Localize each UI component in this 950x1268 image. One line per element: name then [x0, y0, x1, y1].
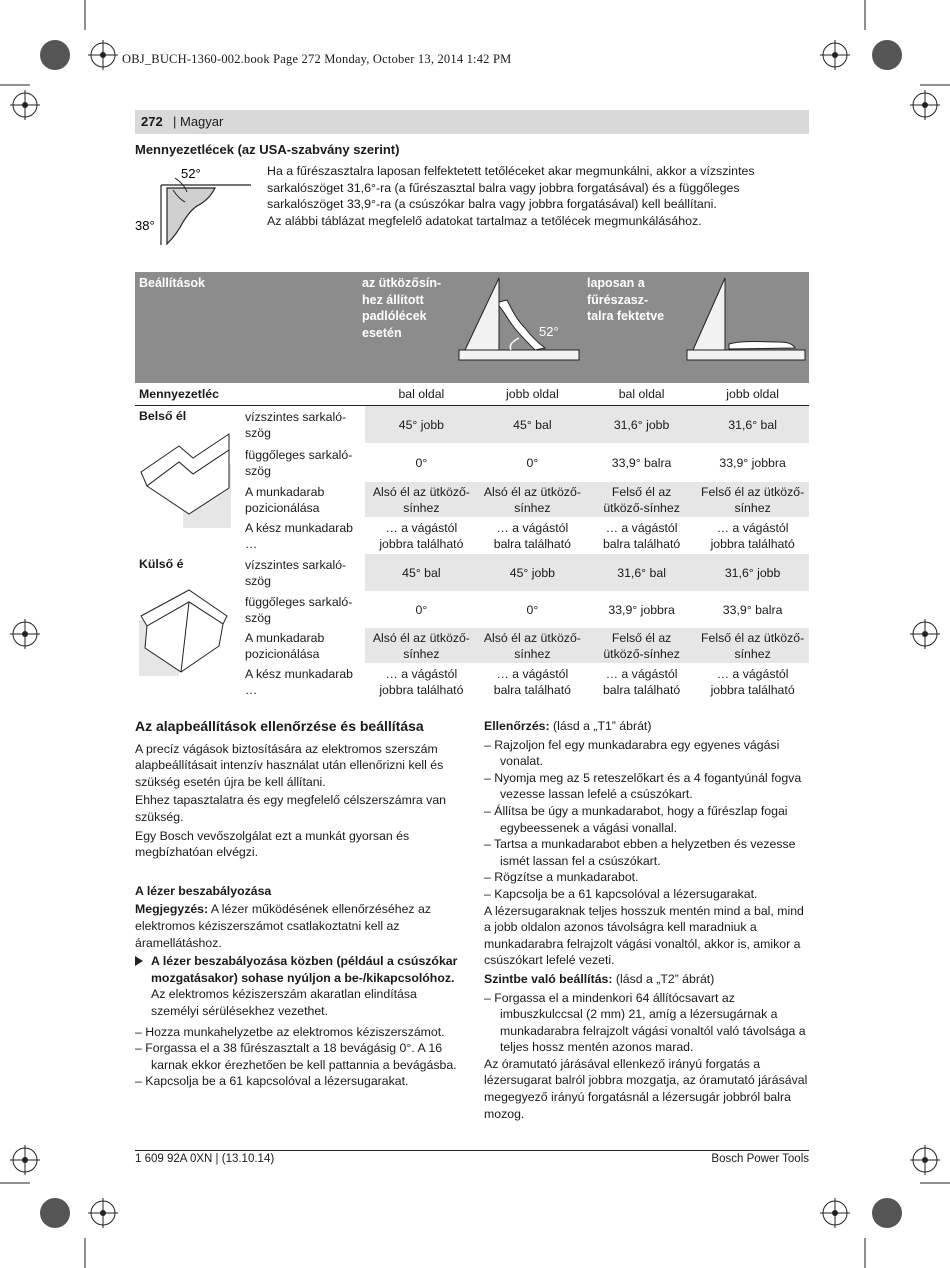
list-item: – Rögzítse a munkadarabot. — [484, 870, 639, 885]
list-item: – Forgassa el a 38 fűrészasztalt a 18 bevágásig 0°. A 16 karnak ekkor érezhetően be kell pattannia a bevágásba. — [135, 1041, 457, 1072]
right-column — [484, 718, 810, 1124]
column-group-1-header: az ütközősín- hez állított padlólécek esetén — [362, 276, 442, 340]
note-text: A lézer működésének ellenőrzéséhez az elektromos kéziszerszámot csatlakoztatni kell az áramellátáshoz. — [135, 902, 431, 950]
warning — [135, 953, 463, 1019]
warning-text: Az elektromos kéziszerszám akaratlan elindítása személyi sérülésekhez vezethet. — [151, 987, 417, 1018]
level-ref: (lásd a „T2” ábrát) — [612, 971, 715, 986]
cell: Alsó él az ütköző-sínhez — [365, 482, 478, 518]
table-row — [135, 554, 809, 592]
laser-heading: A lézer beszabályozása — [135, 883, 272, 898]
intro-text — [267, 163, 812, 229]
warning-bold: A lézer beszabályozása közben (például a csúszókar mozgatásakor) sohase nyúljon a be-/kikapcsolóhoz. — [151, 954, 458, 985]
inner-edge-group — [135, 406, 241, 554]
list-item: – Tartsa a munkadarabot ebben a helyzetben és vezesse ismét lassan fel a csúszókart. — [484, 837, 796, 868]
cell: … a vágástól jobbra található — [365, 518, 478, 554]
list-item: – Rajzoljon fel egy munkadarabra egy egyenes vágási vonalat. — [484, 737, 780, 769]
cell: 31,6° bal — [587, 554, 696, 592]
list-item: – Kapcsolja be a 61 kapcsolóval a lézersugarakat. — [135, 1074, 409, 1089]
cell: 0° — [478, 592, 587, 628]
cell: … a vágástól balra található — [587, 664, 696, 700]
cell: 45° jobb — [365, 406, 478, 444]
cell: 33,9° balra — [696, 592, 809, 628]
inner-corner-illustration — [139, 428, 231, 528]
footer-rule — [135, 1150, 809, 1151]
section-title: Mennyezetlécek (az USA-szabvány szerint) — [135, 142, 400, 157]
cell: Felső él az ütköző-sínhez — [696, 628, 809, 664]
check-heading — [484, 718, 810, 735]
row-label: A munkadarab pozicionálása — [241, 482, 365, 518]
table-header-cell: jobb oldal — [478, 383, 587, 406]
cell: 0° — [365, 444, 478, 482]
table-header-band — [135, 272, 809, 383]
cell: … a vágástól jobbra található — [365, 664, 478, 700]
cell: 33,9° jobbra — [696, 444, 809, 482]
paragraph: Ehhez tapasztalatra és egy megfelelő célszerszámra van szükség. — [135, 793, 446, 824]
page-header-bar — [135, 110, 809, 134]
cell: … a vágástól balra található — [478, 664, 587, 700]
angle-left-label: 38° — [135, 218, 155, 233]
table-header-cell: bal oldal — [587, 383, 696, 406]
cell: 33,9° balra — [587, 444, 696, 482]
cell: 0° — [478, 444, 587, 482]
angle-top-label: 52° — [181, 166, 201, 181]
list-item: – Nyomja meg az 5 reteszelőkart és a 4 fogantyúnál fogva vezesse lassan lefelé a csúszókart. — [484, 770, 802, 802]
cell: 45° bal — [478, 406, 587, 444]
group-label: Belső él — [139, 409, 187, 423]
paragraph: Egy Bosch vevőszolgálat ezt a munkát gyorsan és megbízhatóan elvégzi. — [135, 828, 410, 860]
list-item: – Állítsa be úgy a munkadarabot, hogy a fűrészlap fogai egybeessenek a vágási vonallal. — [484, 803, 788, 835]
level-heading — [484, 971, 810, 988]
cell: 33,9° jobbra — [587, 592, 696, 628]
row-label: A kész munkadarab … — [241, 664, 365, 700]
cell: 31,6° jobb — [696, 554, 809, 592]
table-row — [135, 406, 809, 444]
list-item: – Hozza munkahelyzetbe az elektromos kéziszerszámot. — [135, 1024, 445, 1039]
cell: 31,6° bal — [696, 406, 809, 444]
settings-header: Beállítások — [139, 276, 206, 290]
check-result: A lézersugaraknak teljes hosszuk mentén mind a bal, mind a jobb oldalon azonos távolságra kell maradniuk a munkadarabra felrajzolt vágási vonaltól, akkor is, amikor a csúszókart lefelé vezeti. — [484, 903, 804, 968]
group-label: Külső é — [139, 556, 184, 571]
outer-edge-group — [135, 554, 241, 700]
print-slug: OBJ_BUCH-1360-002.book Page 272 Monday, October 13, 2014 1:42 PM — [122, 52, 512, 66]
note-label: Megjegyzés: — [135, 902, 209, 917]
language-text: Magyar — [180, 114, 224, 129]
row-label: függőleges sarkaló-szög — [241, 592, 365, 628]
warning-triangle-icon — [135, 956, 143, 966]
crown-molding-figure — [133, 160, 263, 250]
molding-settings-table — [135, 383, 809, 700]
outer-corner-illustration — [139, 576, 231, 676]
fence-angle-label: 52° — [539, 324, 559, 339]
level-label: Szintbe való beállítás: — [484, 971, 613, 986]
page-number: 272 — [141, 114, 163, 129]
check-ref: (lásd a „T1” ábrát) — [549, 719, 652, 733]
cell: Alsó él az ütköző-sínhez — [365, 628, 478, 664]
footer-right: Bosch Power Tools — [711, 1153, 809, 1165]
cell: Felső él az ütköző-sínhez — [587, 628, 696, 664]
left-column — [135, 718, 463, 1090]
cell: … a vágástól balra található — [478, 518, 587, 554]
row-label: függőleges sarkaló-szög — [241, 444, 365, 482]
column-group-2-header: laposan a fűrészasz- talra fektetve — [587, 276, 665, 323]
note — [135, 901, 463, 951]
table-header-cell: jobb oldal — [696, 383, 809, 406]
cell: Alsó él az ütköző-sínhez — [478, 482, 587, 518]
footer-left: 1 609 92A 0XN | (13.10.14) — [135, 1153, 275, 1165]
cell: 45° bal — [365, 554, 478, 592]
row-label: vízszintes sarkaló-szög — [241, 554, 365, 592]
cell: Alsó él az ütköző-sínhez — [478, 628, 587, 664]
fence-molding-illustration — [455, 272, 585, 364]
table-header-row — [135, 383, 809, 406]
table-header-cell: Mennyezetléc — [135, 383, 365, 406]
row-label: vízszintes sarkaló-szög — [241, 406, 365, 444]
cell: 31,6° jobb — [587, 406, 696, 444]
paragraph: A precíz vágások biztosítására az elektromos szerszám alapbeállításait intenzív használat után ellenőrizni kell és szükség esetén újra be kell állítani. — [135, 741, 444, 789]
flat-molding-illustration — [683, 272, 809, 364]
cell: Felső él az ütköző-sínhez — [587, 482, 696, 518]
table-header-cell: bal oldal — [365, 383, 478, 406]
list-item: – Forgassa el a mindenkori 64 állítócsavart az imbuszkulccsal (2 mm) 21, amíg a lézersugárnak a munkadarabra felrajzolt vágási vonaltól való távolsága a teljes hossz mentén azonos marad. — [484, 990, 806, 1055]
row-label: A munkadarab pozicionálása — [241, 628, 365, 664]
language-label: | Magyar — [173, 114, 224, 129]
cell: 0° — [365, 592, 478, 628]
intro-paragraph: Az alábbi táblázat megfelelő adatokat tartalmaz a tetőlécek megmunkálásához. — [267, 213, 702, 228]
cell: … a vágástól jobbra található — [696, 518, 809, 554]
cell: Felső él az ütköző-sínhez — [696, 482, 809, 518]
basic-settings-heading: Az alapbeállítások ellenőrzése és beállítása — [135, 718, 424, 734]
row-label: A kész munkadarab … — [241, 518, 365, 554]
cell: 45° jobb — [478, 554, 587, 592]
cell: … a vágástól jobbra található — [696, 664, 809, 700]
level-result: Az óramutató járásával ellenkező irányú forgatás a lézersugarat balról jobbra mozgatja, az óramutató járásával megegyező irányú forgatásnál a lézersugár jobbról balra mozog. — [484, 1056, 808, 1121]
check-label: Ellenőrzés: — [484, 719, 550, 733]
intro-paragraph: Ha a fűrészasztalra laposan felfektetett tetőléceket akar megmunkálni, akkor a vízszintes sarkalószöget 31,6°-ra (a fűrészasztal balra vagy jobbra forgatásával) és a függőleges sarkalószöget 33,9°-ra (a csúszókar balra vagy jobbra forgatásával) kell beállítani. — [267, 164, 755, 211]
cell: … a vágástól balra található — [587, 518, 696, 554]
list-item: – Kapcsolja be a 61 kapcsolóval a lézersugarakat. — [484, 886, 758, 901]
